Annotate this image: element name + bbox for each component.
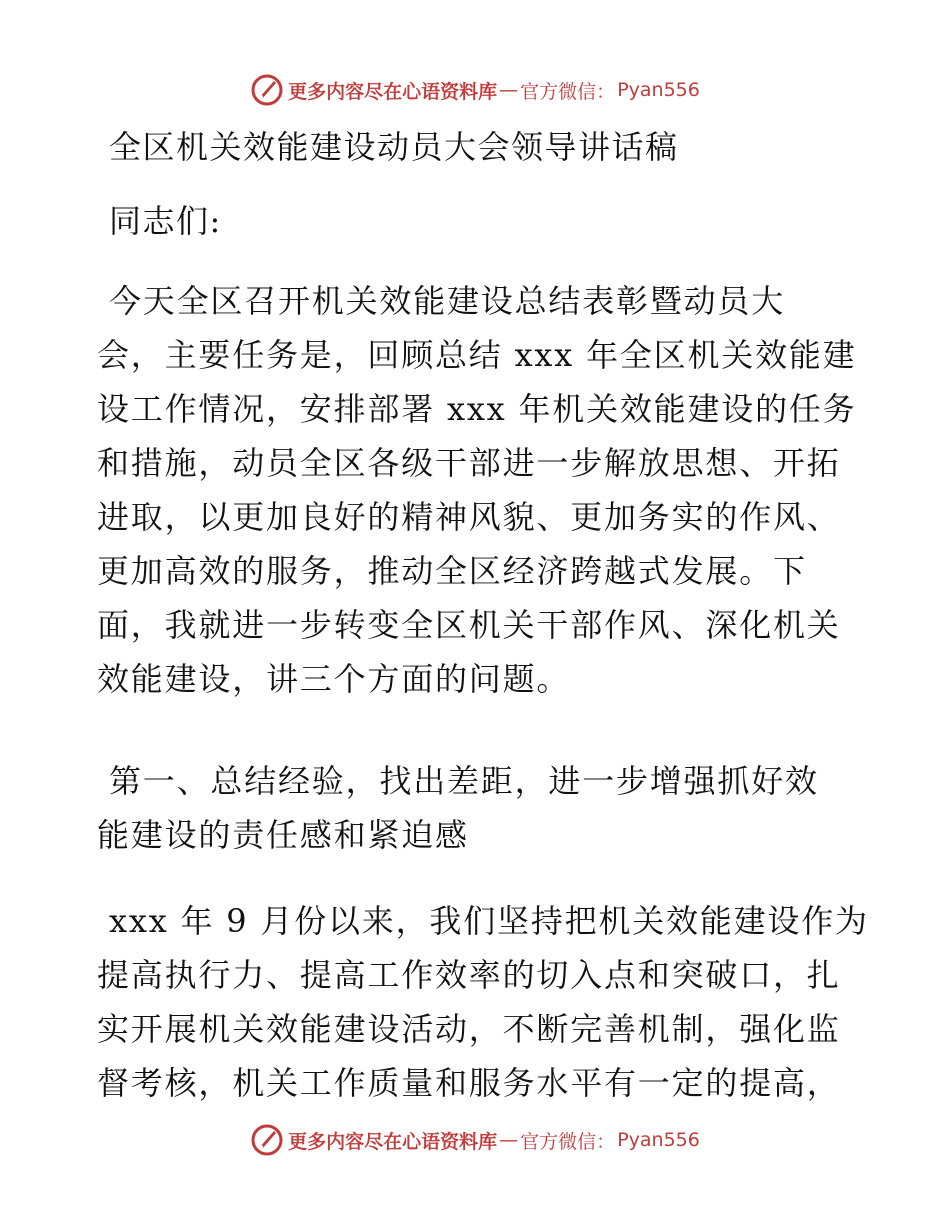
- section-heading-1: [97, 754, 857, 862]
- paragraph-line: 面，我就进一步转变全区机关干部作风、深化机关: [97, 606, 841, 644]
- banner-brand: 更多内容尽在心语资料库: [288, 1130, 498, 1153]
- paragraph-line: 今天全区召开机关效能建设总结表彰暨动员大: [109, 282, 786, 320]
- document-title: 全区机关效能建设动员大会领导讲话稿: [109, 128, 679, 166]
- paragraph-line: 设工作情况，安排部署 xxx 年机关效能建设的任务: [97, 390, 857, 428]
- quill-circle-icon: [250, 1123, 284, 1157]
- header-banner: [0, 70, 950, 110]
- greeting: 同志们:: [109, 202, 222, 240]
- banner-brand: 更多内容尽在心语资料库: [288, 80, 498, 103]
- paragraph-line: 进取，以更加良好的精神风貌、更加务实的作风、: [97, 498, 841, 536]
- paragraph-line: 和措施，动员全区各级干部进一步解放思想、开拓: [97, 444, 841, 482]
- banner-official-label: 官方微信：: [520, 80, 616, 103]
- paragraph-line: 效能建设，讲三个方面的问题。: [97, 660, 571, 698]
- paragraph-line: 提高执行力、提高工作效率的切入点和突破口，扎: [97, 956, 841, 994]
- quill-circle-icon: [250, 73, 284, 107]
- paragraph-line: 实开展机关效能建设活动，不断完善机制，强化监: [97, 1010, 841, 1048]
- heading-line: 第一、总结经验，找出差距，进一步增强抓好效: [109, 762, 819, 800]
- paragraph-section-1: [97, 894, 869, 1110]
- footer-banner: [0, 1120, 950, 1160]
- heading-line: 能建设的责任感和紧迫感: [97, 816, 469, 854]
- banner-wechat-id: Pyan556: [617, 79, 700, 101]
- paragraph-line: 会，主要任务是，回顾总结 xxx 年全区机关效能建: [97, 336, 857, 374]
- paragraph-line: xxx 年 9 月份以来，我们坚持把机关效能建设作为: [109, 902, 869, 940]
- banner-official-label: 官方微信：: [520, 1130, 616, 1153]
- banner-dash: —: [499, 1129, 519, 1151]
- paragraph-line: 更加高效的服务，推动全区经济跨越式发展。下: [97, 552, 807, 590]
- paragraph-intro: [97, 274, 857, 706]
- paragraph-line: 督考核，机关工作质量和服务水平有一定的提高，: [97, 1064, 841, 1102]
- banner-dash: —: [499, 79, 519, 101]
- banner-wechat-id: Pyan556: [617, 1129, 700, 1151]
